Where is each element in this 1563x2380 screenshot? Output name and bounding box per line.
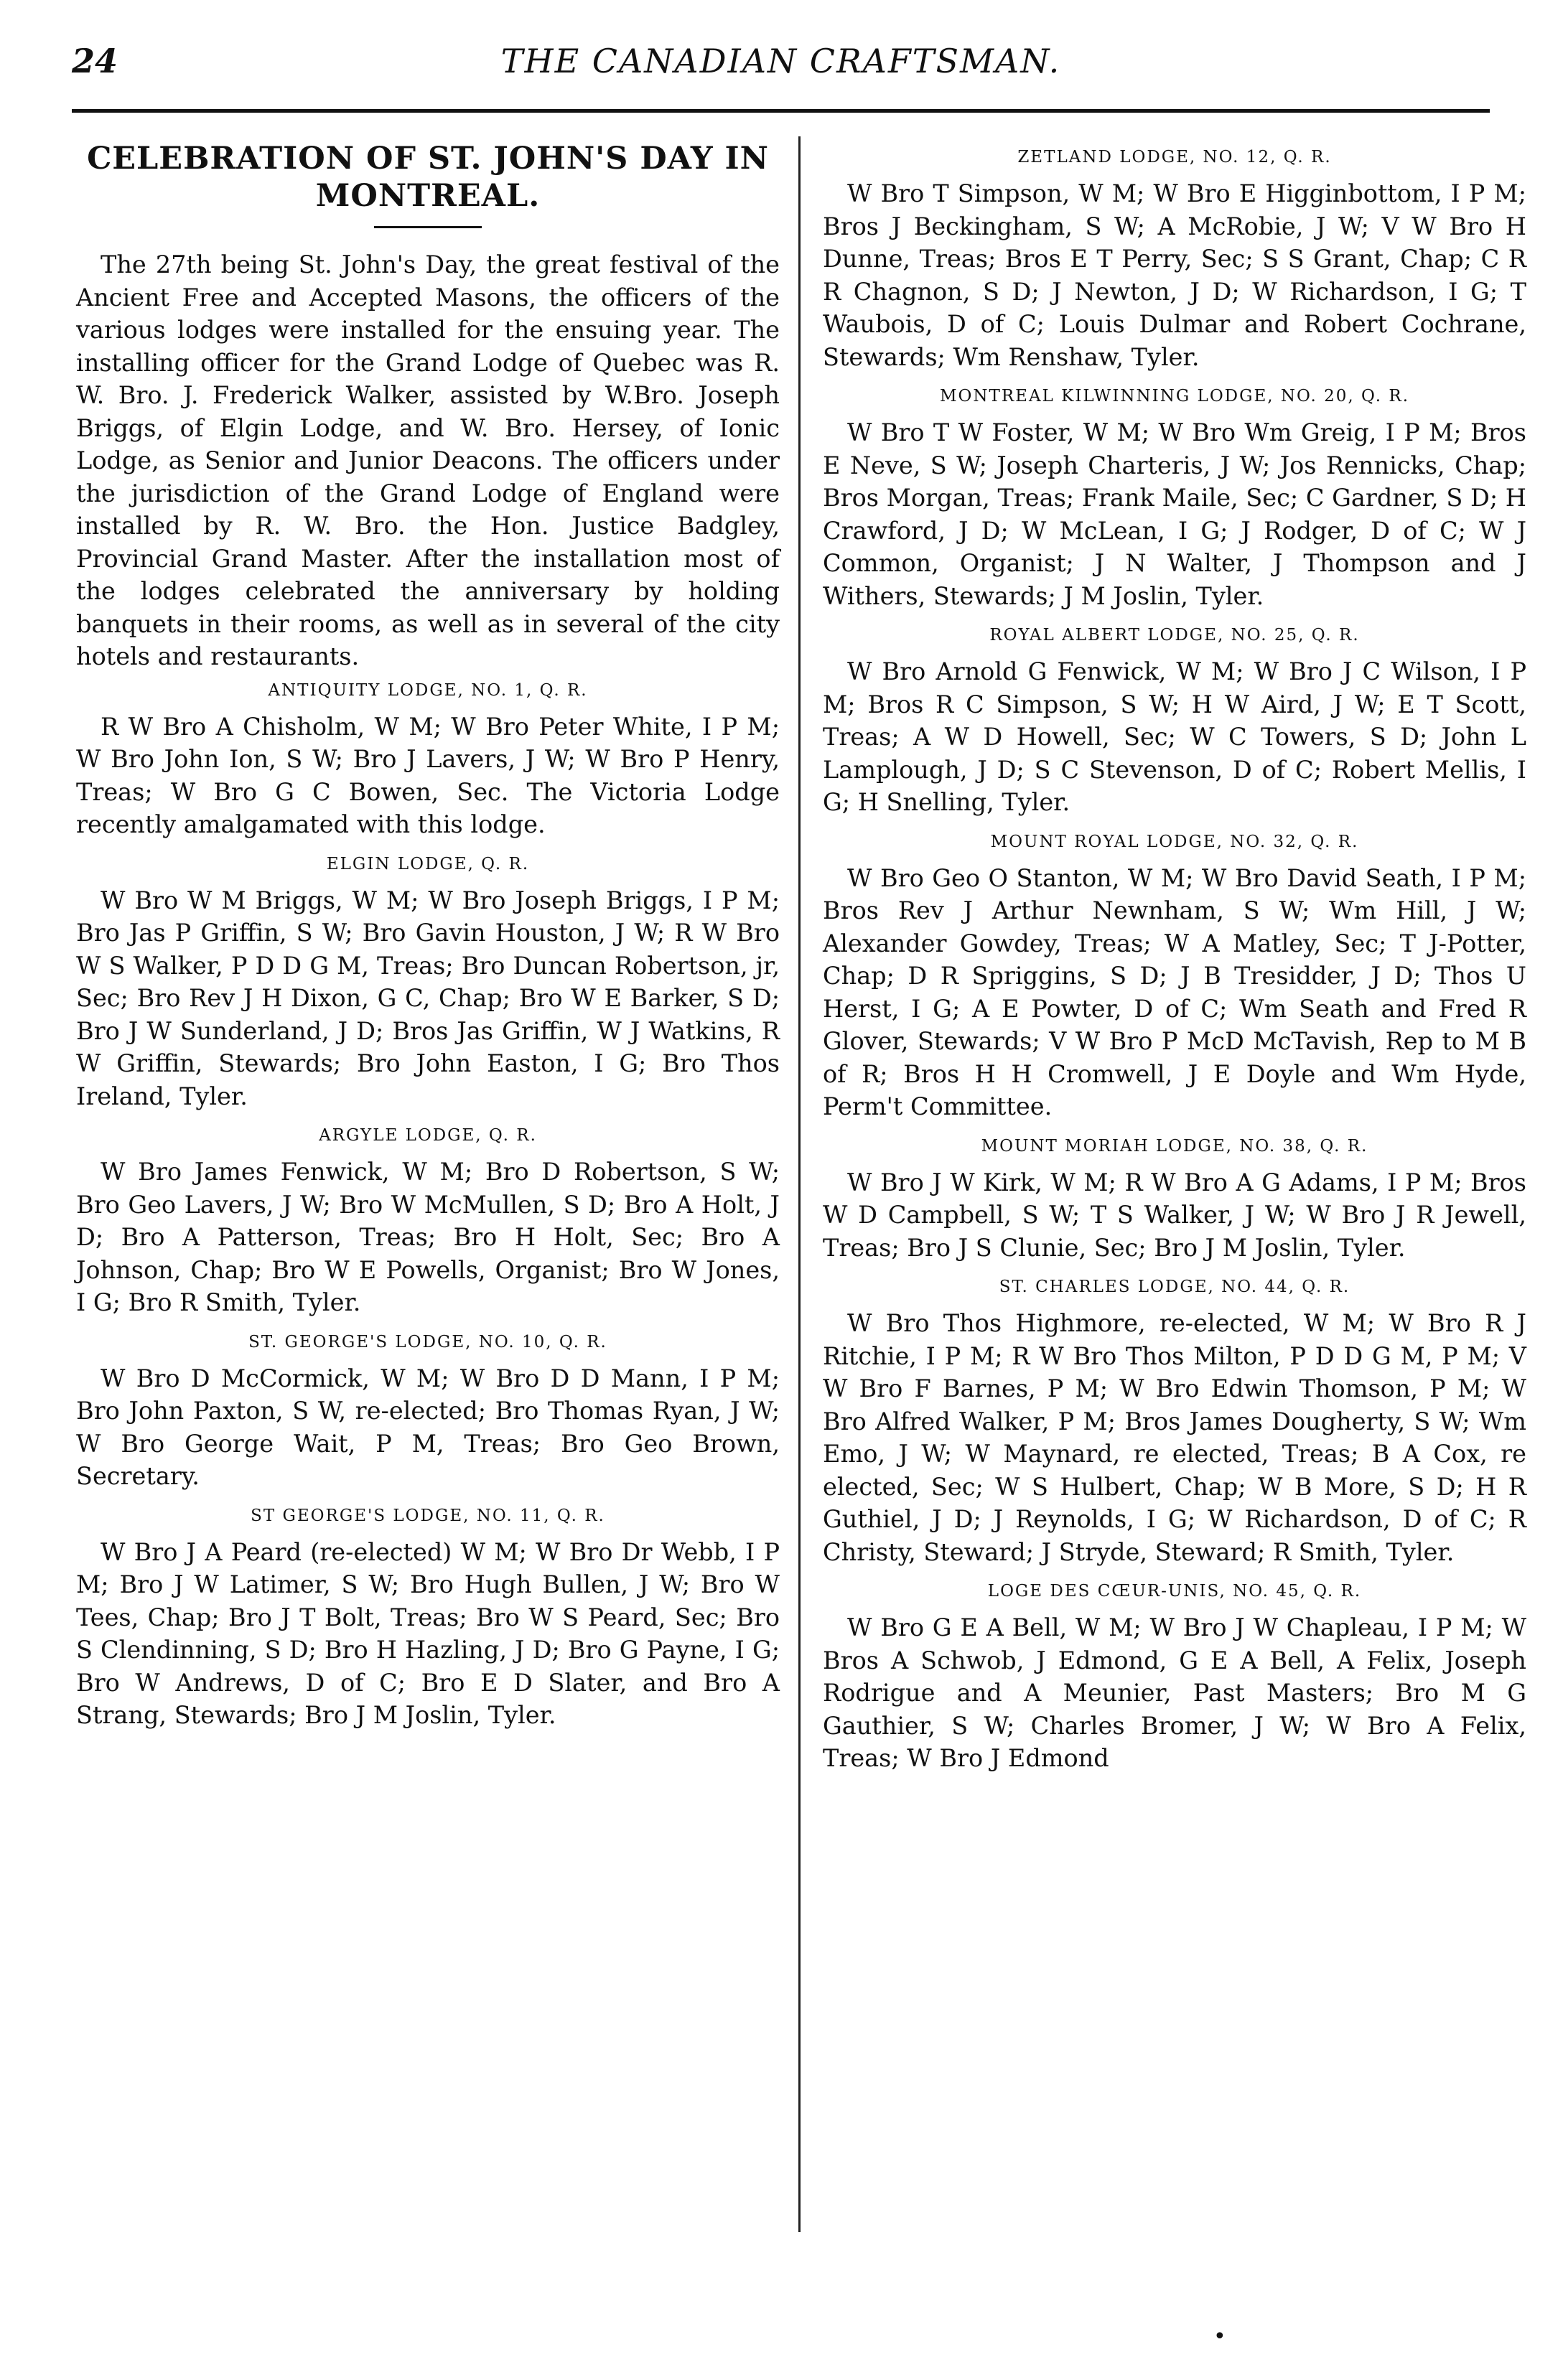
lodge-officers: R W Bro A Chisholm, W M; W Bro Peter White, I P M; W Bro John Ion, S W; Bro J Lavers, J W; W Bro P Henry, Treas; W Bro G C Bowen, Sec. The Victoria Lodge recently amalgamated with this lodge. <box>76 712 780 838</box>
lodge-heading: ST GEORGE'S LODGE, NO. 11, Q. R. <box>251 1506 605 1525</box>
running-title: THE CANADIAN CRAFTSMAN. <box>500 42 1061 80</box>
left-column <box>76 140 780 1732</box>
lodge-heading: ST. CHARLES LODGE, NO. 44, Q. R. <box>999 1278 1350 1296</box>
article-intro: The 27th being St. John's Day, the great festival of the Ancient Free and Accepted Masons, the officers of the various lodges were installed for the ensuing year. The installing officer for the Grand Lodge of Quebec was R. W. Bro. J. Frederick Walker, assisted by W.Bro. Joseph Briggs, of Elgin Lodge, and W. Bro. Hersey, of Ionic Lodge, as Senior and Junior Deacons. The officers under the jurisdiction of the Grand Lodge of England were installed by R. W. Bro. the Hon. Justice Badgley, Provincial Grand Master. After the installation most of the lodges celebrated the anniversary by holding banquets in their rooms, as well as in several of the city hotels and restaurants. <box>76 250 780 670</box>
page-number: 24 <box>72 42 118 80</box>
article-headline: CELEBRATION OF ST. JOHN'S DAY IN MONTREAL. <box>87 141 769 214</box>
lodge-officers: W Bro D McCormick, W M; W Bro D D Mann, I P M; Bro John Paxton, S W, re-elected; Bro Thomas Ryan, J W; W Bro George Wait, P M, Treas; Bro Geo Brown, Secretary. <box>76 1364 780 1490</box>
column-rule <box>798 136 801 2232</box>
lodge-officers: W Bro Arnold G Fenwick, W M; W Bro J C Wilson, I P M; Bros R C Simpson, S W; H W Aird, J W; E T Scott, Treas; A W D Howell, Sec; W C Towers, S D; John L Lamplough, J D; S C Stevenson, D of C; Robert Mellis, I G; H Snelling, Tyler. <box>823 657 1526 816</box>
lodge-officers: W Bro T Simpson, W M; W Bro E Higginbottom, I P M; Bros J Beckingham, S W; A McRobie, J W; V W Bro H Dunne, Treas; Bros E T Perry, Sec; S S Grant, Chap; C R R Chagnon, S D; J Newton, J D; W Richardson, I G; T Waubois, D of C; Louis Dulmar and Robert Cochrane, Stewards; Wm Renshaw, Tyler. <box>823 179 1526 371</box>
lodge-officers: W Bro T W Foster, W M; W Bro Wm Greig, I P M; Bros E Neve, S W; Joseph Charteris, J W; Jos Rennicks, Chap; Bros Morgan, Treas; Frank Maile, Sec; C Gardner, S D; H Crawford, J D; W McLean, I G; J Rodger, D of C; W J Common, Organist; J N Walter, J Thompson and J Withers, Stewards; J M Joslin, Tyler. <box>823 418 1526 610</box>
lodge-officers: W Bro Geo O Stanton, W M; W Bro David Seath, I P M; Bros Rev J Arthur Newnham, S W; Wm Hill, J W; Alexander Gowdey, Treas; W A Matley, Sec; T J-Potter, Chap; D R Spriggins, S D; J B Tresidder, J D; Thos U Herst, I G; A E Powter, D of C; Wm Seath and Fred R Glover, Stewards; V W Bro P McD McTavish, Rep to M B of R; Bros H H Cromwell, J E Doyle and Wm Hyde, Perm't Committee. <box>823 863 1526 1120</box>
headline-rule <box>374 226 482 228</box>
lodge-heading: ARGYLE LODGE, Q. R. <box>319 1126 537 1145</box>
lodge-heading: ROYAL ALBERT LODGE, NO. 25, Q. R. <box>989 626 1360 645</box>
lodge-heading: MONTREAL KILWINNING LODGE, NO. 20, Q. R. <box>939 387 1410 406</box>
lodge-heading: ZETLAND LODGE, NO. 12, Q. R. <box>1017 148 1332 167</box>
lodge-officers: W Bro J W Kirk, W M; R W Bro A G Adams, I P M; Bros W D Campbell, S W; T S Walker, J W; W Bro J R Jewell, Treas; Bro J S Clunie, Sec; Bro J M Joslin, Tyler. <box>823 1168 1526 1262</box>
lodge-heading: ANTIQUITY LODGE, NO. 1, Q. R. <box>268 680 588 700</box>
lodge-officers: W Bro W M Briggs, W M; W Bro Joseph Briggs, I P M; Bro Jas P Griffin, S W; Bro Gavin Houston, J W; R W Bro W S Walker, P D D G M, Treas; Bro Duncan Robertson, jr, Sec; Bro Rev J H Dixon, G C, Chap; Bro W E Barker, S D; Bro J W Sunderland, J D; Bros Jas Griffin, W J Watkins, R W Griffin, Stewards; Bro John Easton, I G; Bro Thos Ireland, Tyler. <box>76 886 780 1110</box>
lodge-heading: ST. GEORGE'S LODGE, NO. 10, Q. R. <box>248 1332 607 1351</box>
lodge-heading: MOUNT MORIAH LODGE, NO. 38, Q. R. <box>981 1136 1368 1156</box>
lodge-heading: MOUNT ROYAL LODGE, NO. 32, Q. R. <box>990 832 1359 851</box>
lodge-officers: W Bro G E A Bell, W M; W Bro J W Chapleau, I P M; W Bros A Schwob, J Edmond, G E A Bell, A Felix, Joseph Rodrigue and A Meunier, Past Masters; Bro M G Gauthier, S W; Charles Bromer, J W; W Bro A Felix, Treas; W Bro J Edmond <box>823 1613 1526 1772</box>
page-header <box>72 42 1490 92</box>
right-column <box>823 140 1526 1775</box>
lodge-officers: W Bro Thos Highmore, re-elected, W M; W Bro R J Ritchie, I P M; R W Bro Thos Milton, P D D G M, P M; V W Bro F Barnes, P M; W Bro Edwin Thomson, P M; W Bro Alfred Walker, P M; Bros James Dougherty, S W; Wm Emo, J W; W Maynard, re elected, Treas; B A Cox, re elected, Sec; W S Hulbert, Chap; W B More, S D; H R Guthiel, J D; J Reynolds, I G; W Richardson, D of C; R Christy, Steward; J Stryde, Steward; R Smith, Tyler. <box>823 1309 1526 1566</box>
lodge-heading: LOGE DES CŒUR-UNIS, NO. 45, Q. R. <box>987 1582 1362 1601</box>
lodge-officers: W Bro J A Peard (re-elected) W M; W Bro Dr Webb, I P M; Bro J W Latimer, S W; Bro Hugh Bullen, J W; Bro W Tees, Chap; Bro J T Bolt, Treas; Bro W S Peard, Sec; Bro S Clendinning, S D; Bro H Hazling, J D; Bro G Payne, I G; Bro W Andrews, D of C; Bro E D Slater, and Bro A Strang, Stewards; Bro J M Joslin, Tyler. <box>76 1537 780 1729</box>
header-rule <box>72 109 1490 113</box>
lodge-heading: ELGIN LODGE, Q. R. <box>326 854 530 873</box>
page-bottom-mark: • <box>1213 2324 1226 2349</box>
lodge-officers: W Bro James Fenwick, W M; Bro D Robertson, S W; Bro Geo Lavers, J W; Bro W McMullen, S D; Bro A Holt, J D; Bro A Patterson, Treas; Bro H Holt, Sec; Bro A Johnson, Chap; Bro W E Powells, Organist; Bro W Jones, I G; Bro R Smith, Tyler. <box>76 1158 780 1316</box>
